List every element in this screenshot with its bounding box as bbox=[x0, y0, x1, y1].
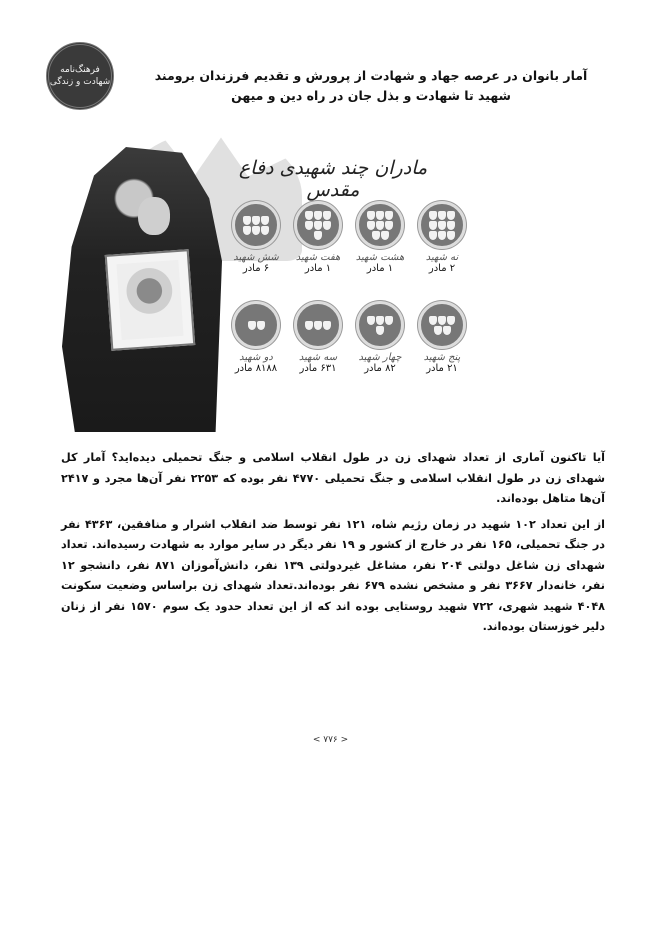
stat-label: نه شهید bbox=[425, 252, 459, 263]
tulip-icon bbox=[429, 211, 437, 220]
page-title: آمار بانوان در عرصه جهاد و شهادت از پرورش و تقدیم فرزندان برومند شهید تا شهادت و بذل جان در راه دین و میهن bbox=[154, 68, 588, 103]
publication-logo bbox=[46, 42, 114, 110]
stat-label: پنج شهید bbox=[423, 352, 461, 363]
stat-item bbox=[350, 301, 410, 374]
tulip-icon bbox=[314, 211, 322, 220]
tulip-circle-icon bbox=[356, 301, 404, 349]
tulip-circle-icon bbox=[356, 201, 404, 249]
tulip-icon bbox=[305, 321, 313, 330]
tulip-icon bbox=[385, 221, 393, 230]
tulip-icon bbox=[367, 211, 375, 220]
tulip-circle-icon bbox=[418, 201, 466, 249]
stat-item bbox=[288, 201, 348, 274]
tulip-icon bbox=[323, 221, 331, 230]
stat-count: ۸۱۸۸ مادر bbox=[234, 363, 278, 374]
stat-label: دو شهید bbox=[239, 352, 273, 363]
stat-item bbox=[412, 201, 472, 274]
tulip-icon bbox=[447, 316, 455, 325]
infographic-heading: مادران چند شهیدی دفاع مقدس bbox=[238, 157, 428, 201]
logo-line-1: فرهنگ‌نامه bbox=[60, 65, 100, 75]
article-body bbox=[61, 448, 605, 643]
tulip-icon bbox=[381, 231, 389, 240]
stat-item bbox=[226, 201, 286, 274]
martyr-portrait-frame bbox=[105, 249, 195, 351]
stat-item bbox=[350, 201, 410, 274]
tulip-icon bbox=[447, 211, 455, 220]
mother-photo bbox=[62, 147, 222, 432]
tulip-circle-icon bbox=[294, 301, 342, 349]
tulip-icon bbox=[367, 316, 375, 325]
tulip-icon bbox=[429, 316, 437, 325]
tulip-circle-icon bbox=[232, 201, 280, 249]
tulip-icon bbox=[429, 221, 437, 230]
stat-count: ۱ مادر bbox=[366, 263, 394, 274]
tulip-icon bbox=[443, 326, 451, 335]
tulip-icon bbox=[385, 316, 393, 325]
tulip-icon bbox=[376, 316, 384, 325]
stat-count: ۶ مادر bbox=[242, 263, 270, 274]
tulip-circle-icon bbox=[418, 301, 466, 349]
tulip-icon bbox=[323, 321, 331, 330]
stat-label: هفت شهید bbox=[295, 252, 341, 263]
tulip-icon bbox=[438, 316, 446, 325]
stat-label: سه شهید bbox=[298, 352, 338, 363]
tulip-icon bbox=[438, 231, 446, 240]
logo-line-2: شهادت و زندگی bbox=[49, 77, 111, 87]
tulip-icon bbox=[385, 211, 393, 220]
tulip-icon bbox=[261, 216, 269, 225]
tulip-circle-icon bbox=[294, 201, 342, 249]
tulip-icon bbox=[323, 211, 331, 220]
tulip-icon bbox=[438, 211, 446, 220]
stat-count: ۶۳۱ مادر bbox=[299, 363, 337, 374]
stat-label: چهار شهید bbox=[358, 352, 402, 363]
tulip-icon bbox=[305, 211, 313, 220]
tulip-icon bbox=[305, 221, 313, 230]
tulip-icon bbox=[248, 321, 256, 330]
tulip-circle-icon bbox=[232, 301, 280, 349]
tulip-icon bbox=[252, 216, 260, 225]
tulip-icon bbox=[243, 226, 251, 235]
stat-item bbox=[288, 301, 348, 374]
martyr-mothers-grid bbox=[232, 201, 472, 431]
stat-count: ۱ مادر bbox=[304, 263, 332, 274]
tulip-icon bbox=[243, 216, 251, 225]
tulip-icon bbox=[438, 221, 446, 230]
tulip-icon bbox=[261, 226, 269, 235]
tulip-icon bbox=[376, 211, 384, 220]
stat-item bbox=[412, 301, 472, 374]
tulip-icon bbox=[314, 231, 322, 240]
infographic bbox=[62, 123, 602, 433]
stat-count: ۲۱ مادر bbox=[426, 363, 458, 374]
tulip-icon bbox=[447, 221, 455, 230]
tulip-icon bbox=[367, 221, 375, 230]
page-number: < ۷۷۶ > bbox=[312, 735, 349, 745]
stat-label: شش شهید bbox=[233, 252, 279, 263]
stat-label: هشت شهید bbox=[355, 252, 405, 263]
paragraph-2: از این تعداد ۱۰۲ شهید در زمان رژیم شاه، ۱۲۱ نفر توسط ضد انقلاب اشرار و منافقین، ۴۳۶۳ نفر در جنگ تحمیلی، ۱۶۵ نفر در خارج از کشور و ۱۹ نفر دیگر در سایر موارد به شهادت رسیده‌اند. تعداد شهدای زن شاغل دولتی ۲۰۴ نفر، مشاغل غیردولتی ۱۳۹ نفر، دانش‌آموزان ۸۷۱ نفر، دانشجو ۱۲ نفر، خانه‌دار ۳۶۶۷ نفر و مشخص نشده ۶۷۹ نفر بوده‌اند.تعداد شهدای زن براساس وضعیت سکونت ۴۰۴۸ شهید شهری، ۷۲۲ شهید روستایی بوده اند که از این تعداد حدود یک سوم ۱۵۷۰ نفر از زنان دلیر خوزستان بوده‌اند. bbox=[61, 517, 606, 633]
tulip-icon bbox=[252, 226, 260, 235]
tulip-icon bbox=[376, 221, 384, 230]
stat-item bbox=[226, 301, 286, 374]
mother-face bbox=[138, 197, 170, 235]
tulip-icon bbox=[257, 321, 265, 330]
tulip-icon bbox=[376, 326, 384, 335]
tulip-icon bbox=[434, 326, 442, 335]
stat-count: ۸۲ مادر bbox=[364, 363, 396, 374]
stat-count: ۲ مادر bbox=[428, 263, 456, 274]
tulip-icon bbox=[447, 231, 455, 240]
paragraph-1: آیا تاکنون آماری از تعداد شهدای زن در طول انقلاب اسلامی و جنگ تحمیلی دیده‌اید؟ آمار کل شهدای زن در طول انقلاب اسلامی و جنگ تحمیلی ۴۷۷۰ نفر بوده که ۲۲۵۳ نفر آن‌ها مجرد و ۲۴۱۷ آن‌ها متاهل بوده‌اند. bbox=[61, 451, 605, 505]
tulip-icon bbox=[314, 321, 322, 330]
tulip-icon bbox=[372, 231, 380, 240]
tulip-icon bbox=[429, 231, 437, 240]
tulip-icon bbox=[314, 221, 322, 230]
